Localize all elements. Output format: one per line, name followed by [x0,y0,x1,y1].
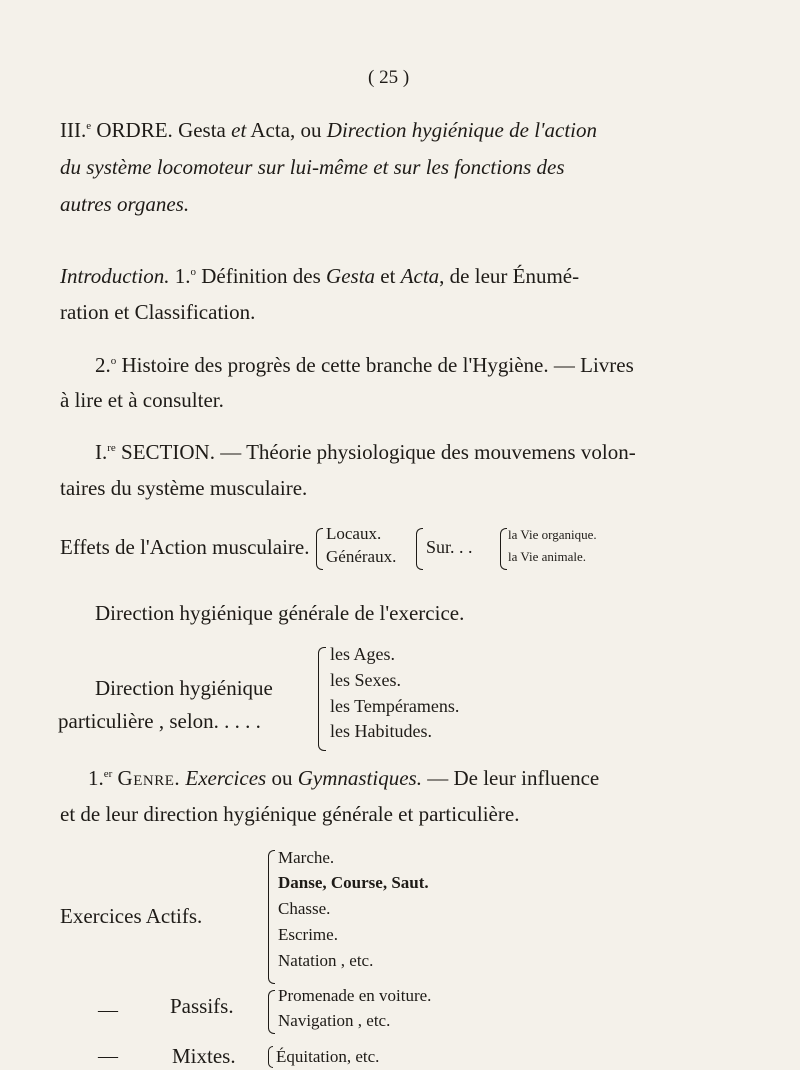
effets-brace-3 [500,528,507,570]
introduction-item1-line2: ration et Classification. [60,300,256,324]
passifs-dash: — [98,999,118,1021]
ordre-line2: du système locomoteur sur lui-même et sur les fonctions des [60,155,565,179]
passifs-brace [268,990,275,1034]
actifs-brace [268,850,275,984]
passifs-item: Promenade en voiture. [278,986,432,1005]
mixtes-dash: — [98,1045,118,1067]
direction-item: les Ages. [330,644,395,664]
ordre-heading: III.$^e$ ORDRE. Gesta et Acta, ou Direction hygiénique de l'action [60,118,598,142]
ordre-heading-word: ORDRE. [96,118,173,142]
ordre-line3: autres organes. [60,192,190,216]
effets-target1: la Vie organique. [508,527,597,542]
actifs-item: Marche. [278,848,335,867]
effets-lead: Effets de l'Action musculaire. [60,535,310,559]
direction-item: les Tempéramens. [330,696,460,716]
genre1-line2: et de leur direction hygiénique générale et particulière. [60,802,520,826]
actifs-item: Danse, Course, Saut. [278,873,429,892]
page-number: ( 25 ) [368,67,410,88]
effets-target2: la Vie animale. [508,549,587,564]
passifs-item: Navigation , etc. [278,1011,391,1030]
section-heading: I.$^{re}$ SECTION. — Théorie physiologique des mouvemens volon- [95,440,636,464]
introduction-label: Introduction. [60,264,170,288]
introduction-item2-line2: à lire et à consulter. [60,388,224,412]
direction-particuliere-brace [318,647,326,751]
direction-item: les Habitudes. [330,721,432,741]
actifs-item: Chasse. [278,899,331,918]
exercices-mixtes-label: Mixtes. [172,1044,236,1068]
effets-sur: Sur. . . [426,537,473,557]
section-title: SECTION. [121,440,215,464]
introduction-item1: Introduction. 1.$^o$ Définition des Gesta et Acta, de leur Énumé- [60,264,580,288]
ordre-label: III. [60,118,87,142]
mixtes-brace [268,1046,273,1068]
actifs-item: Natation , etc. [278,951,374,970]
direction-item: les Sexes. [330,670,401,690]
introduction-item2: 2.$^o$ Histoire des progrès de cette branche de l'Hygiène. — Livres [95,353,634,377]
direction-particuliere-lead2: particulière , selon. . . . . [58,709,261,733]
direction-particuliere-lead1: Direction hygiénique [95,676,273,700]
effets-brace-2 [416,528,423,570]
effets-opt1: Locaux. [326,524,382,543]
mixtes-item: Équitation, etc. [276,1047,380,1066]
exercices-passifs-label: Passifs. [170,994,234,1018]
section-line2: taires du système musculaire. [60,476,308,500]
effets-opt2: Généraux. [326,547,397,566]
genre1-heading: 1.$^{er}$ Genre. Exercices ou Gymnastiques. — De leur influence [88,766,600,790]
exercices-actifs-label: Exercices Actifs. [60,904,203,928]
direction-generale: Direction hygiénique générale de l'exercice. [95,601,465,625]
actifs-item: Escrime. [278,925,338,944]
effets-brace-1 [316,528,323,570]
